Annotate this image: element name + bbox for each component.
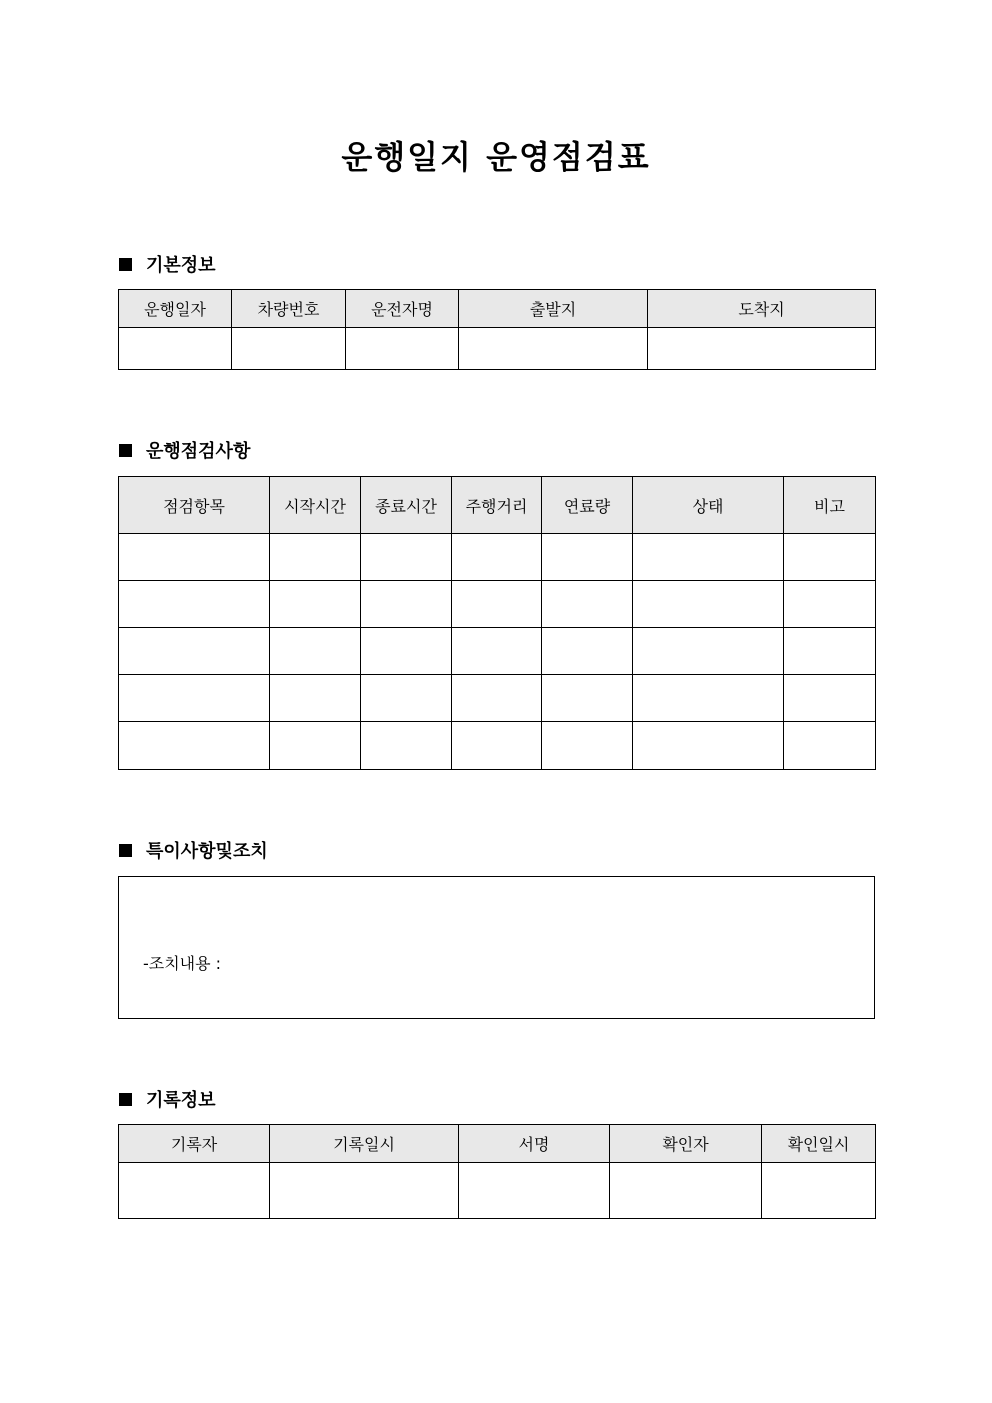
input-cell[interactable] <box>452 722 542 770</box>
section-heading-basic-info <box>119 252 216 276</box>
input-cell[interactable] <box>346 328 459 370</box>
input-cell[interactable] <box>542 534 633 581</box>
input-cell[interactable] <box>361 722 452 770</box>
input-cell[interactable] <box>119 628 270 675</box>
table-row <box>119 628 876 675</box>
input-cell[interactable] <box>452 628 542 675</box>
input-cell[interactable] <box>633 628 784 675</box>
input-cell[interactable] <box>762 1163 876 1219</box>
input-cell[interactable] <box>361 534 452 581</box>
column-header-end-time: 종료시간 <box>361 477 452 534</box>
column-header-destination: 도착지 <box>648 290 876 328</box>
document-title: 운행일지 운영점검표 <box>341 138 651 176</box>
input-cell[interactable] <box>270 675 361 722</box>
input-cell[interactable] <box>452 534 542 581</box>
input-cell[interactable] <box>361 675 452 722</box>
column-header-vehicle-number: 차량번호 <box>232 290 346 328</box>
input-cell[interactable] <box>270 581 361 628</box>
table-row <box>119 1163 876 1219</box>
input-cell[interactable] <box>270 534 361 581</box>
input-cell[interactable] <box>633 675 784 722</box>
input-cell[interactable] <box>270 722 361 770</box>
column-header-fuel: 연료량 <box>542 477 633 534</box>
input-cell[interactable] <box>648 328 876 370</box>
column-header-date: 운행일자 <box>119 290 232 328</box>
inspection-table <box>118 476 876 770</box>
input-cell[interactable] <box>459 1163 610 1219</box>
input-cell[interactable] <box>784 581 876 628</box>
input-cell[interactable] <box>119 581 270 628</box>
column-header-departure: 출발지 <box>459 290 648 328</box>
record-info-table <box>118 1124 876 1219</box>
section-title: 특이사항및조치 <box>146 841 268 862</box>
column-header-start-time: 시작시간 <box>270 477 361 534</box>
input-cell[interactable] <box>542 675 633 722</box>
table-row <box>119 328 876 370</box>
input-cell[interactable] <box>633 722 784 770</box>
column-header-item: 점검항목 <box>119 477 270 534</box>
table-row <box>119 581 876 628</box>
square-bullet-icon <box>119 1093 132 1106</box>
input-cell[interactable] <box>452 675 542 722</box>
action-content-label: -조치내용 : <box>143 954 222 973</box>
input-cell[interactable] <box>119 328 232 370</box>
column-header-driver-name: 운전자명 <box>346 290 459 328</box>
table-row <box>119 534 876 581</box>
input-cell[interactable] <box>610 1163 762 1219</box>
column-header-signature: 서명 <box>459 1125 610 1163</box>
input-cell[interactable] <box>633 581 784 628</box>
input-cell[interactable] <box>452 581 542 628</box>
input-cell[interactable] <box>270 628 361 675</box>
table-row <box>119 722 876 770</box>
column-header-checker: 확인자 <box>610 1125 762 1163</box>
column-header-status: 상태 <box>633 477 784 534</box>
input-cell[interactable] <box>459 328 648 370</box>
section-heading-notes <box>119 838 268 862</box>
square-bullet-icon <box>119 258 132 271</box>
input-cell[interactable] <box>232 328 346 370</box>
section-title: 운행점검사항 <box>146 441 251 462</box>
input-cell[interactable] <box>361 581 452 628</box>
notes-box[interactable] <box>118 876 875 1019</box>
column-header-remarks: 비고 <box>784 477 876 534</box>
input-cell[interactable] <box>119 675 270 722</box>
input-cell[interactable] <box>542 722 633 770</box>
input-cell[interactable] <box>542 581 633 628</box>
input-cell[interactable] <box>119 1163 270 1219</box>
table-header-row <box>119 1125 876 1163</box>
section-title: 기록정보 <box>146 1090 216 1111</box>
basic-info-table <box>118 289 876 370</box>
column-header-record-datetime: 기록일시 <box>270 1125 459 1163</box>
input-cell[interactable] <box>784 675 876 722</box>
input-cell[interactable] <box>119 534 270 581</box>
input-cell[interactable] <box>361 628 452 675</box>
input-cell[interactable] <box>270 1163 459 1219</box>
input-cell[interactable] <box>784 722 876 770</box>
section-title: 기본정보 <box>146 255 216 276</box>
section-heading-inspection <box>119 438 250 462</box>
square-bullet-icon <box>119 844 132 857</box>
column-header-recorder: 기록자 <box>119 1125 270 1163</box>
table-header-row <box>119 477 876 534</box>
input-cell[interactable] <box>784 534 876 581</box>
input-cell[interactable] <box>633 534 784 581</box>
table-header-row <box>119 290 876 328</box>
section-heading-record-info <box>119 1087 216 1111</box>
column-header-distance: 주행거리 <box>452 477 542 534</box>
input-cell[interactable] <box>119 722 270 770</box>
column-header-check-datetime: 확인일시 <box>762 1125 876 1163</box>
input-cell[interactable] <box>784 628 876 675</box>
table-row <box>119 675 876 722</box>
square-bullet-icon <box>119 444 132 457</box>
input-cell[interactable] <box>542 628 633 675</box>
